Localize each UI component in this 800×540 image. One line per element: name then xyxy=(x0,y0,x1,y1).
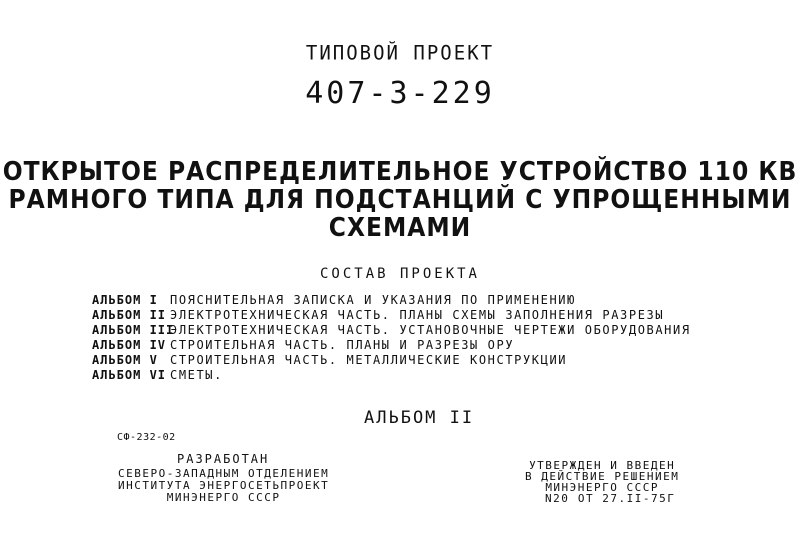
approval-line: УТВЕРЖДЕН И ВВЕДЕН xyxy=(529,459,676,472)
title-line: РАМНОГО ТИПА ДЛЯ ПОДСТАНЦИЙ С УПРОЩЕННЫМИ xyxy=(8,185,792,215)
title-line: СХЕМАМИ xyxy=(328,213,472,243)
document-heading: ТИПОВОЙ ПРОЕКТ xyxy=(305,41,495,65)
developed-by-label: РАЗРАБОТАН xyxy=(177,452,270,466)
title-line: ОТКРЫТОЕ РАСПРЕДЕЛИТЕЛЬНОЕ УСТРОЙСТВО 110 КВ xyxy=(2,157,798,187)
document-code: СФ-232-02 xyxy=(117,432,176,443)
order-number: N20 xyxy=(545,492,570,505)
album-row xyxy=(92,353,691,368)
album-label: АЛЬБОМ III xyxy=(92,323,175,337)
approval-order xyxy=(525,493,679,504)
developer-line: СЕВЕРО-ЗАПАДНЫМ ОТДЕЛЕНИЕМ xyxy=(118,467,330,480)
approval-line: В ДЕЙСТВИЕ РЕШЕНИЕМ xyxy=(525,470,680,483)
album-description: ЭЛЕКТРОТЕХНИЧЕСКАЯ ЧАСТЬ. ПЛАНЫ СХЕМЫ ЗАПОЛНЕНИЯ РАЗРЕЗЫ xyxy=(170,308,665,322)
album-row xyxy=(92,368,691,383)
album-description: ЭЛЕКТРОТЕХНИЧЕСКАЯ ЧАСТЬ. УСТАНОВОЧНЫЕ ЧЕРТЕЖИ ОБОРУДОВАНИЯ xyxy=(170,323,691,337)
developer-line: ИНСТИТУТА ЭНЕРГОСЕТЬПРОЕКТ xyxy=(118,479,330,492)
album-row xyxy=(92,308,691,323)
album-description: ПОЯСНИТЕЛЬНАЯ ЗАПИСКА И УКАЗАНИЯ ПО ПРИМЕНЕНИЮ xyxy=(170,293,576,307)
album-row xyxy=(92,338,691,353)
current-album-label: АЛЬБОМ II xyxy=(364,408,475,428)
document-title xyxy=(0,158,800,242)
album-list xyxy=(92,293,691,383)
developer-organization xyxy=(118,468,329,504)
composition-title: СОСТАВ ПРОЕКТА xyxy=(319,266,480,282)
approval-block xyxy=(525,460,679,504)
album-description: СТРОИТЕЛЬНАЯ ЧАСТЬ. ПЛАНЫ И РАЗРЕЗЫ ОРУ xyxy=(170,338,515,352)
album-row xyxy=(92,293,691,308)
album-label: АЛЬБОМ I xyxy=(92,293,158,307)
album-label: АЛЬБОМ V xyxy=(92,353,158,367)
album-label: АЛЬБОМ VI xyxy=(92,368,167,382)
album-row xyxy=(92,323,691,338)
developer-line: МИНЭНЕРГО СССР xyxy=(166,491,281,504)
project-number: 407-3-229 xyxy=(305,76,495,111)
album-description: СМЕТЫ. xyxy=(170,368,223,382)
album-label: АЛЬБОМ IV xyxy=(92,338,167,352)
album-label: АЛЬБОМ II xyxy=(92,308,167,322)
approval-line: МИНЭНЕРГО СССР xyxy=(545,481,660,494)
album-description: СТРОИТЕЛЬНАЯ ЧАСТЬ. МЕТАЛЛИЧЕСКИЕ КОНСТРУКЦИИ xyxy=(170,353,568,367)
order-date: ОТ 27.II-75Г xyxy=(577,492,676,505)
